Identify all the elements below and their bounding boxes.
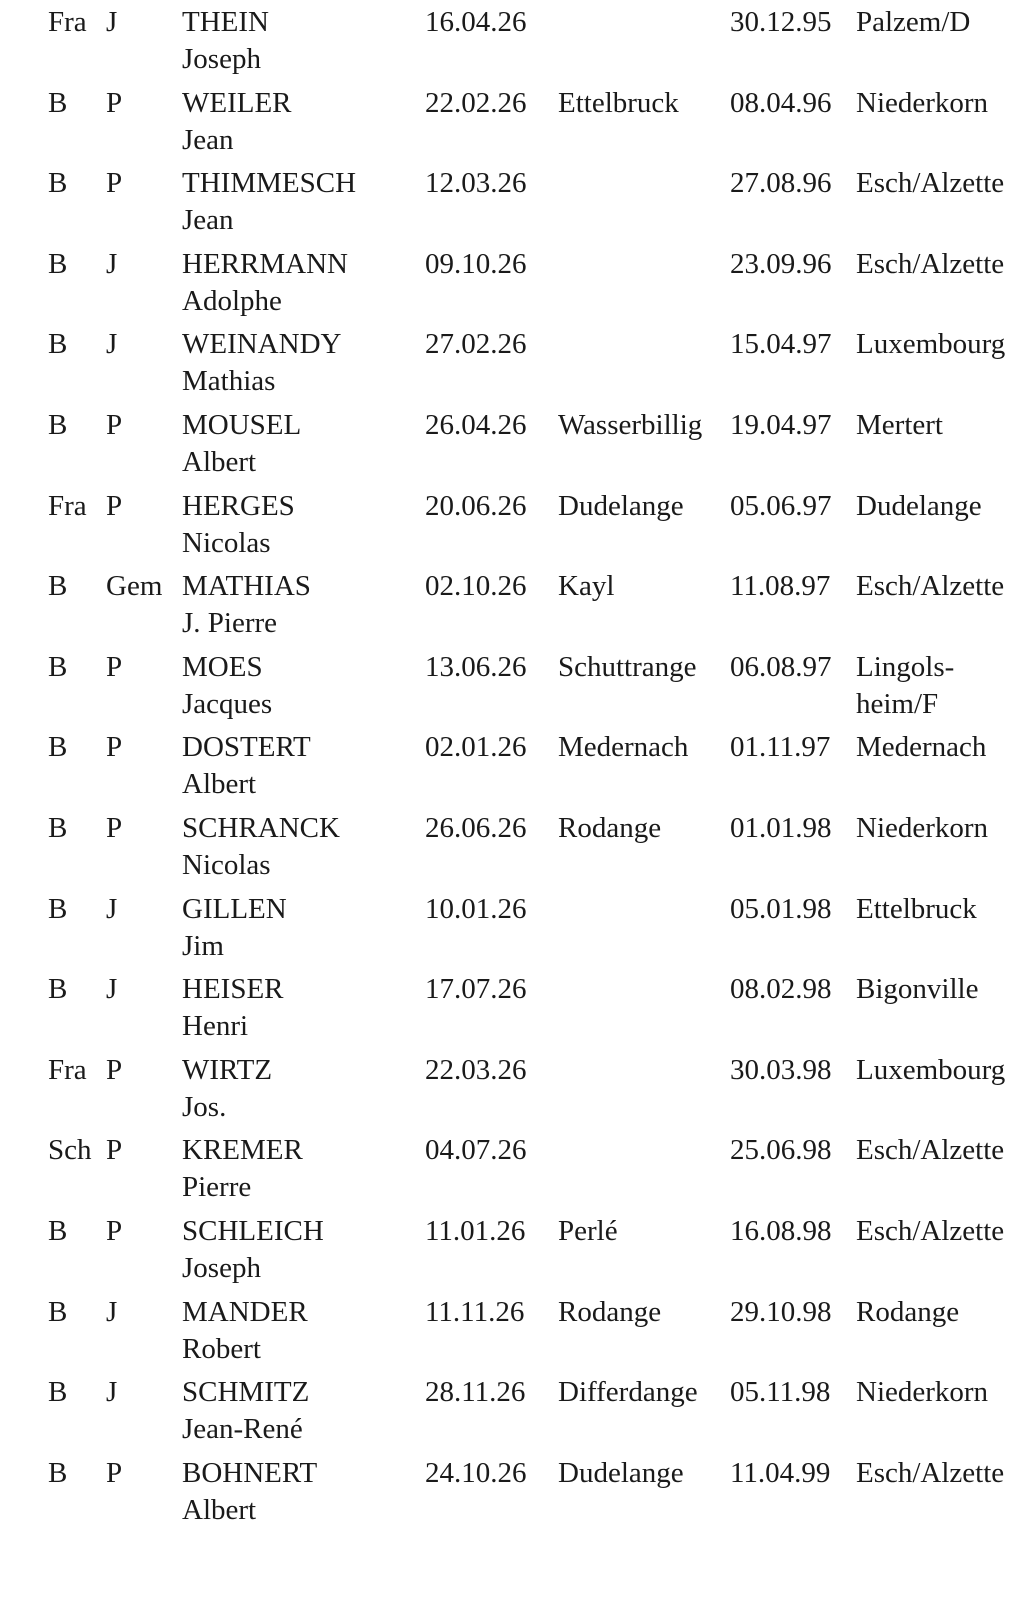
place-in-cell: Ettelbruck [558,86,679,119]
place-out-cell: Esch/Alzette [856,1215,1005,1247]
place-out-cell: Esch/Alzette [856,247,1005,280]
category-cell: J [106,1376,118,1409]
place-out-cell: Esch/Alzette [856,167,1005,200]
date-out-cell: 27.08.96 [730,167,832,200]
register-row [0,326,1024,408]
register-row [0,1132,1024,1214]
surname-cell: SCHLEICH [182,1215,324,1247]
date-out-cell: 11.08.97 [730,570,831,603]
register-row [0,407,1024,489]
status-cell: Fra [48,489,87,522]
place-in-cell: Dudelange [558,1456,684,1489]
date-out-cell: 19.04.97 [730,409,832,441]
surname-cell: MOES [182,650,263,683]
date-in-cell: 02.10.26 [425,570,527,603]
place-out-cell: Niederkorn [856,812,989,844]
firstname-cell: Robert [182,1332,261,1365]
place-out-cell: Lingols-heim/F [856,650,955,720]
register-row [0,729,1024,811]
category-cell: P [106,812,123,844]
surname-cell: DOSTERT [182,731,311,764]
date-in-cell: 27.02.26 [425,328,527,361]
category-cell: P [106,86,123,119]
date-in-cell: 20.06.26 [425,489,527,522]
firstname-cell: J. Pierre [182,607,278,640]
register-row [0,1213,1024,1295]
status-cell: B [48,973,68,1006]
date-out-cell: 01.11.97 [730,731,831,764]
status-cell: B [48,409,68,441]
place-out-cell: Palzem/D [856,6,971,38]
place-out-cell: Dudelange [856,489,982,522]
date-out-cell: 08.02.98 [730,973,832,1006]
place-in-cell: Dudelange [558,489,684,522]
category-cell: J [106,328,118,361]
date-in-cell: 28.11.26 [425,1376,526,1409]
place-in-cell: Differdange [558,1376,698,1409]
date-out-cell: 05.06.97 [730,489,832,522]
category-cell: P [106,1134,123,1167]
date-out-cell: 30.03.98 [730,1053,832,1086]
date-in-cell: 13.06.26 [425,650,527,683]
surname-cell: SCHMITZ [182,1376,310,1409]
firstname-cell: Nicolas [182,849,271,881]
date-in-cell: 26.06.26 [425,812,527,844]
date-in-cell: 04.07.26 [425,1134,527,1167]
firstname-cell: Jean [182,204,234,237]
place-out-cell: Medernach [856,731,987,764]
status-cell: Fra [48,6,87,38]
register-row [0,568,1024,650]
category-cell: P [106,409,123,441]
register-row [0,891,1024,973]
firstname-cell: Jean-René [182,1413,303,1446]
firstname-cell: Nicolas [182,526,271,559]
status-cell: B [48,328,68,361]
status-cell: B [48,1376,68,1409]
firstname-cell: Albert [182,446,257,478]
date-in-cell: 02.01.26 [425,731,527,764]
firstname-cell: Albert [182,768,257,801]
place-out-cell: Ettelbruck [856,892,977,925]
place-in-cell: Perlé [558,1215,618,1247]
place-in-cell: Kayl [558,570,615,603]
place-in-cell: Rodange [558,1295,662,1328]
register-row [0,488,1024,570]
date-in-cell: 11.11.26 [425,1295,525,1328]
surname-cell: KREMER [182,1134,303,1167]
firstname-cell: Mathias [182,365,276,398]
category-cell: P [106,489,123,522]
category-cell: J [106,1295,118,1328]
date-in-cell: 22.03.26 [425,1053,527,1086]
status-cell: B [48,731,68,764]
place-out-cell: Rodange [856,1295,960,1328]
status-cell: B [48,247,68,280]
date-in-cell: 22.02.26 [425,86,527,119]
date-in-cell: 10.01.26 [425,892,527,925]
date-out-cell: 05.01.98 [730,892,832,925]
surname-cell: GILLEN [182,892,287,925]
firstname-cell: Albert [182,1493,257,1526]
place-out-cell: Luxembourg [856,328,1006,361]
surname-cell: MOUSEL [182,409,302,441]
firstname-cell: Henri [182,1010,249,1043]
surname-cell: HERGES [182,489,295,522]
category-cell: P [106,650,123,683]
date-in-cell: 24.10.26 [425,1456,527,1489]
register-row [0,1294,1024,1376]
place-out-cell: Niederkorn [856,86,989,119]
register-row [0,246,1024,328]
date-out-cell: 30.12.95 [730,6,832,38]
place-in-cell: Wasserbillig [558,409,703,441]
date-in-cell: 12.03.26 [425,167,527,200]
date-in-cell: 09.10.26 [425,247,527,280]
date-out-cell: 15.04.97 [730,328,832,361]
surname-cell: WEINANDY [182,328,342,361]
place-in-cell: Schuttrange [558,650,697,683]
date-in-cell: 26.04.26 [425,409,527,441]
place-in-cell: Medernach [558,731,689,764]
firstname-cell: Jim [182,929,224,962]
date-out-cell: 11.04.99 [730,1456,831,1489]
register-row [0,810,1024,892]
place-out-cell: Bigonville [856,973,979,1006]
date-out-cell: 29.10.98 [730,1295,832,1328]
status-cell: B [48,1456,68,1489]
status-cell: B [48,892,68,925]
register-row [0,971,1024,1053]
status-cell: Sch [48,1134,92,1167]
date-in-cell: 17.07.26 [425,973,527,1006]
category-cell: P [106,167,123,200]
place-out-cell: Esch/Alzette [856,1456,1005,1489]
firstname-cell: Joseph [182,43,261,75]
surname-cell: HEISER [182,973,284,1006]
date-out-cell: 05.11.98 [730,1376,831,1409]
register-row [0,165,1024,247]
register-row [0,649,1024,731]
firstname-cell: Pierre [182,1171,252,1204]
date-in-cell: 11.01.26 [425,1215,526,1247]
register-row [0,1374,1024,1456]
place-out-cell: Mertert [856,409,943,441]
firstname-cell: Jos. [182,1090,227,1123]
surname-cell: MATHIAS [182,570,311,603]
date-in-cell: 16.04.26 [425,6,527,38]
surname-cell: WEILER [182,86,292,119]
status-cell: Fra [48,1053,87,1086]
surname-cell: SCHRANCK [182,812,340,844]
place-in-cell: Rodange [558,812,662,844]
firstname-cell: Joseph [182,1252,261,1284]
surname-cell: THIMMESCH [182,167,357,200]
category-cell: J [106,6,118,38]
register-row [0,1455,1024,1537]
category-cell: J [106,247,118,280]
date-out-cell: 06.08.97 [730,650,832,683]
category-cell: P [106,731,123,764]
surname-cell: BOHNERT [182,1456,318,1489]
date-out-cell: 08.04.96 [730,86,832,119]
place-out-cell: Esch/Alzette [856,570,1005,603]
category-cell: P [106,1215,123,1247]
category-cell: J [106,973,118,1006]
register-row [0,4,1024,86]
place-out-cell: Niederkorn [856,1376,989,1409]
place-out-cell: Luxembourg [856,1053,1006,1086]
firstname-cell: Jean [182,123,234,156]
category-cell: Gem [106,570,163,603]
date-out-cell: 23.09.96 [730,247,832,280]
status-cell: B [48,1295,68,1328]
register-row [0,85,1024,167]
status-cell: B [48,167,68,200]
date-out-cell: 16.08.98 [730,1215,832,1247]
firstname-cell: Adolphe [182,284,282,317]
surname-cell: HERRMANN [182,247,348,280]
date-out-cell: 25.06.98 [730,1134,832,1167]
status-cell: B [48,1215,68,1247]
status-cell: B [48,812,68,844]
surname-cell: THEIN [182,6,269,38]
place-out-cell: Esch/Alzette [856,1134,1005,1167]
status-cell: B [48,570,68,603]
surname-cell: MANDER [182,1295,308,1328]
firstname-cell: Jacques [182,687,273,720]
category-cell: P [106,1456,123,1489]
status-cell: B [48,650,68,683]
category-cell: J [106,892,118,925]
category-cell: P [106,1053,123,1086]
date-out-cell: 01.01.98 [730,812,832,844]
register-row [0,1052,1024,1134]
status-cell: B [48,86,68,119]
surname-cell: WIRTZ [182,1053,273,1086]
